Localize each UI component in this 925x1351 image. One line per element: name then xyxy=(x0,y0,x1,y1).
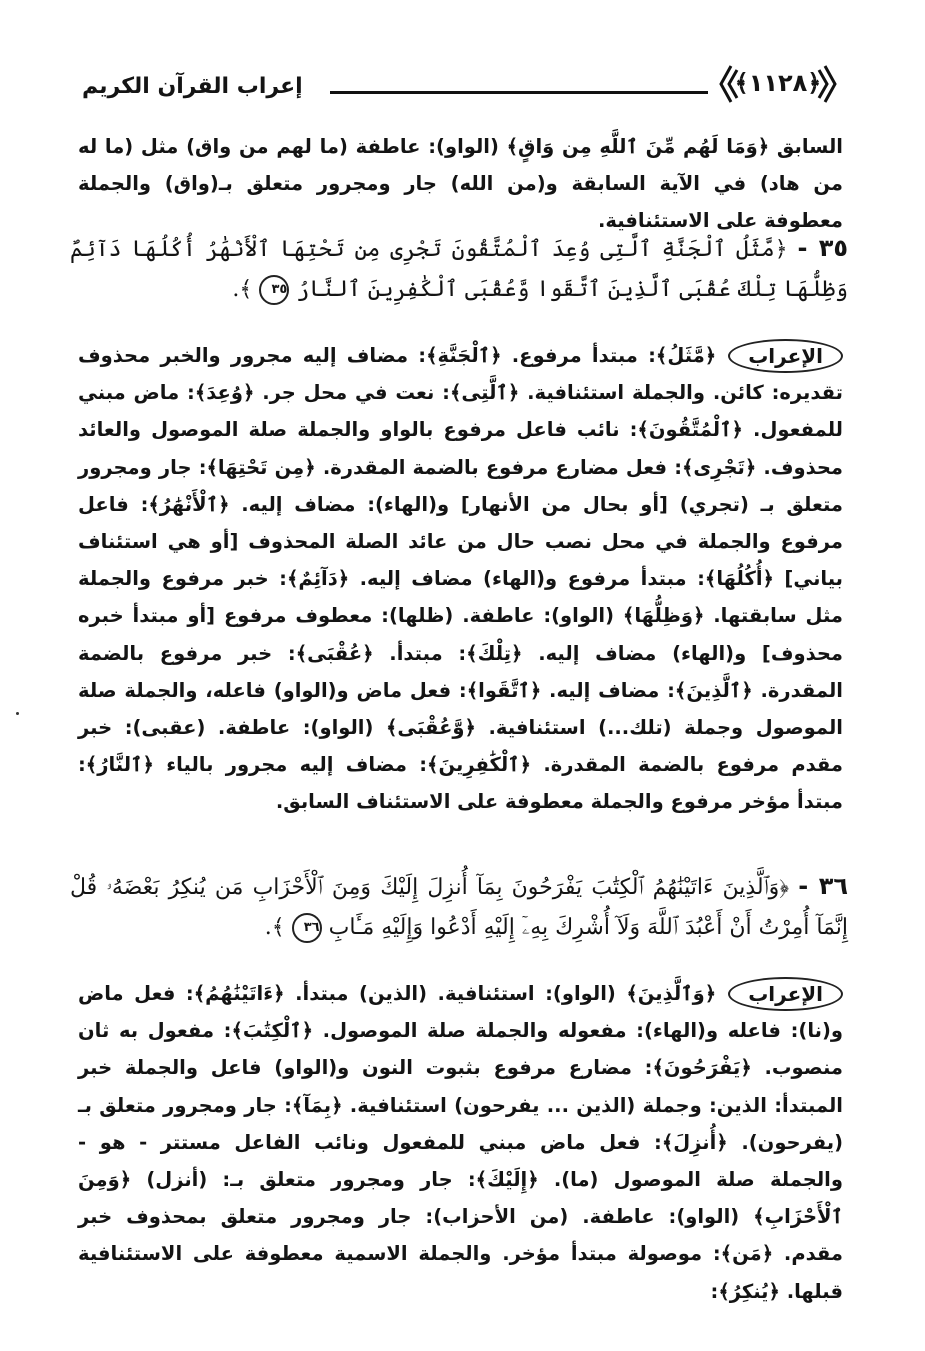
verse-text: ﴿وَٱلَّذِينَ ءَاتَيْنَٰهُمُ ٱلْكِتَٰبَ يَفْرَحُونَ بِمَآ أُنزِلَ إِلَيْكَ وَمِنَ ٱلْأَحْزَابِ مَن يُنكِرُ بَعْضَهُۥ قُلْ إِنَّمَآ أُمِرْتُ أَنْ أَعْبُدَ ٱللَّهَ وَلَآ أُشْرِكَ بِهِۦٓ إِلَيْهِ أَدْعُوا وَإِلَيْهِ مَـَٔابِ xyxy=(70,875,848,940)
verse-35 xyxy=(70,228,848,310)
irab-text: ﴿وَٱلَّذِينَ﴾ (الواو): استئنافية. (الذين) مبتدأ. ﴿ءَاتَيْنَٰهُمُ﴾: فعل ماض و(نا): فاعله و(الهاء): مفعوله والجملة صلة الموصول. ﴿ٱلْكِتَٰبَ﴾: مفعول به ثان منصوب. ﴿يَفْرَحُونَ﴾: مضارع مرفوع بثبوت النون و(الواو) فاعل والجملة خبر المبتدأ: الذين: وجملة (الذين ... يفرحون) استئنافية. ﴿بِمَآ﴾: جار ومجرور متعلق بـ (يفرحون). ﴿أُنزِلَ﴾: فعل ماض مبني للمفعول ونائب الفاعل مستتر - هو - والجملة صلة الموصول (ما). ﴿إِلَيْكَ﴾: جار ومجرور متعلق بـ: (أنزل) ﴿وَمِنَ ٱلْأَحْزَابِ﴾ (الواو): عاطفة. (من الأحزاب): جار ومجرور متعلق بمحذوف خبر مقدم. ﴿مَن﴾: موصولة مبتدأ مؤخر. والجملة الاسمية معطوفة على الاستئنافية قبلها. ﴿يُنكِرُ﴾: xyxy=(78,982,843,1303)
verse-text: ﴿مَّثَلُ ٱلْجَنَّةِ ٱلَّتِى وُعِدَ ٱلْمُتَّقُونَ تَجْرِى مِن تَحْتِهَا ٱلْأَنْهَٰرُ أُكُلُهَا دَآئِمٌ وَظِلُّهَا تِلْكَ عُقْبَى ٱلَّذِينَ ٱتَّقَوا وَّعُقْبَى ٱلْكَٰفِرِينَ ٱلنَّارُ xyxy=(70,237,848,302)
page-number-frame xyxy=(717,62,839,106)
irab-text: ﴿مَّثَلُ﴾: مبتدأ مرفوع. ﴿ٱلْجَنَّةِ﴾: مضاف إليه مجرور والخبر محذوف تقديره: كائن. والجملة استئنافية. ﴿ٱلَّتِى﴾: نعت في محل جر. ﴿وُعِدَ﴾: ماض مبني للمفعول. ﴿ٱلْمُتَّقُونَ﴾: نائب فاعل مرفوع بالواو والجملة صلة الموصول والعائد محذوف. ﴿تَجْرِى﴾: فعل مضارع مرفوع بالضمة المقدرة. ﴿مِن تَحْتِهَا﴾: جار ومجرور متعلق بـ (تجري) [أو بحال من الأنهار] و(الهاء): مضاف إليه. ﴿ٱلْأَنْهَٰرُ﴾: فاعل مرفوع والجملة في محل نصب حال من عائد الصلة المحذوف [أو هي استئناف بياني] ﴿أُكُلُهَا﴾: مبتدأ مرفوع و(الهاء) مضاف إليه. ﴿دَآئِمٌ﴾: خبر مرفوع والجملة مثل سابقتها. ﴿وَظِلُّهَا﴾ (الواو): عاطفة. (ظلها): معطوف مرفوع [أو مبتدأ خبره محذوف] و(الهاء) مضاف إليه. ﴿تِلْكَ﴾: مبتدأ. ﴿عُقْبَى﴾: خبر مرفوع بالضمة المقدرة. ﴿ٱلَّذِينَ﴾: مضاف إليه. ﴿ٱتَّقَوا﴾: فعل ماض و(الواو) فاعله، والجملة صلة الموصول وجملة (تلك...) استئنافية. ﴿وَّعُقْبَى﴾ (الواو): عاطفة. (عقبى): خبر مقدم مرفوع بالضمة المقدرة. ﴿ٱلْكَٰفِرِينَ﴾: مضاف إليه مجرور بالياء ﴿ٱلنَّارُ﴾: مبتدأ مؤخر مرفوع والجملة معطوفة على الاستئناف السابق. xyxy=(78,344,843,814)
verse-number: ٣٦ - xyxy=(798,872,848,900)
verse-close: ﴾. xyxy=(264,915,285,940)
header-rule xyxy=(330,91,708,94)
verse-end-marker-icon: ٣٥ xyxy=(259,275,289,305)
irab-label: الإعراب xyxy=(728,977,843,1011)
irab-section-36 xyxy=(78,975,843,1310)
scan-speck xyxy=(16,712,19,715)
verse-close: ﴾. xyxy=(232,277,253,302)
intro-paragraph: السابق ﴿وَمَا لَهُم مِّنَ ٱللَّهِ مِن وَاقٍ﴾ (الواو): عاطفة (ما لهم من واق) مثل (ما له من هاد) في الآية السابقة و(من الله) جار ومجرور متعلق بـ(واق) والجملة معطوفة على الاستئنافية. xyxy=(78,135,843,233)
irab-label: الإعراب xyxy=(728,339,843,373)
verse-number: ٣٥ - xyxy=(797,234,848,262)
page-number: ﴿١١٢٨﴾ xyxy=(734,69,822,97)
running-title: إعراب القرآن الكريم xyxy=(82,74,303,99)
verse-end-marker-icon: ٣٦ xyxy=(292,913,322,943)
irab-section-35 xyxy=(78,337,843,821)
verse-36 xyxy=(70,866,848,948)
